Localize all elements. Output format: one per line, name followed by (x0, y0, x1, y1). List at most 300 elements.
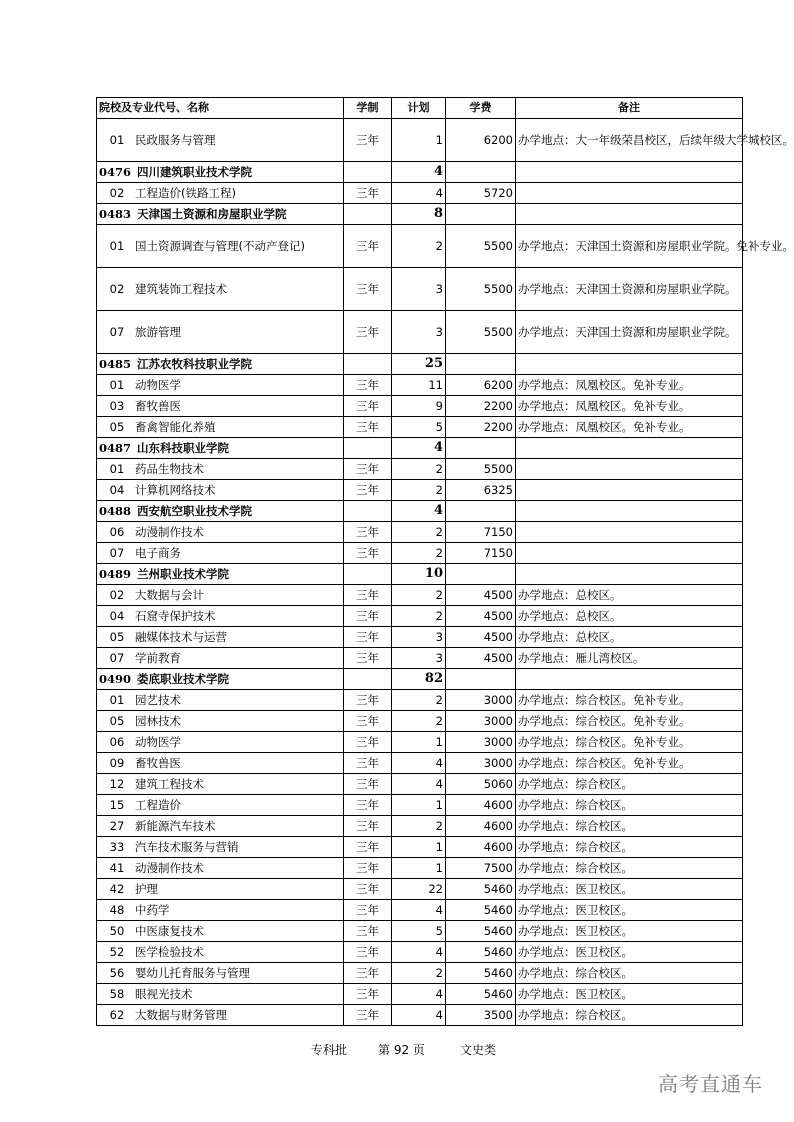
table-row (97, 627, 743, 648)
major-cell (97, 984, 344, 1005)
tuition-cell: 2200 (446, 396, 516, 417)
table-row (97, 837, 743, 858)
duration-cell: 三年 (344, 816, 392, 837)
institution-cell (97, 354, 344, 375)
note-cell: 办学地点：凤凰校区。免补专业。 (516, 375, 743, 396)
header-duration: 学制 (344, 98, 392, 119)
tuition-cell: 6200 (446, 375, 516, 396)
major-cell (97, 225, 344, 268)
plan-cell: 5 (392, 921, 446, 942)
major-cell (97, 417, 344, 438)
major-code: 50 (109, 924, 125, 938)
institution-name: 娄底职业技术学院 (137, 672, 230, 686)
footer-page: 第 92 页 (378, 1043, 425, 1057)
note-cell: 办学地点：综合校区。免补专业。 (516, 753, 743, 774)
duration-cell: 三年 (344, 690, 392, 711)
institution-name: 四川建筑职业技术学院 (137, 165, 253, 179)
plan-cell: 3 (392, 311, 446, 354)
plan-cell: 2 (392, 459, 446, 480)
major-code: 52 (109, 945, 125, 959)
institution-row (97, 438, 743, 459)
plan-cell: 2 (392, 816, 446, 837)
table-row (97, 480, 743, 501)
note-cell (516, 204, 743, 225)
major-cell (97, 459, 344, 480)
duration-cell: 三年 (344, 837, 392, 858)
table-row (97, 648, 743, 669)
major-code: 05 (109, 420, 125, 434)
footer-batch: 专科批 (311, 1043, 348, 1057)
major-code: 33 (109, 840, 125, 854)
major-name: 大数据与财务管理 (135, 1008, 227, 1022)
duration-cell (344, 354, 392, 375)
duration-cell (344, 438, 392, 459)
major-cell (97, 396, 344, 417)
note-cell: 办学地点：综合校区。免补专业。 (516, 690, 743, 711)
tuition-cell (446, 501, 516, 522)
note-cell: 办学地点：综合校区。 (516, 837, 743, 858)
note-cell (516, 183, 743, 204)
table-row (97, 375, 743, 396)
table-row (97, 921, 743, 942)
major-name: 动物医学 (135, 378, 181, 392)
table-row (97, 543, 743, 564)
major-cell (97, 774, 344, 795)
tuition-cell (446, 564, 516, 585)
note-cell (516, 162, 743, 183)
note-cell (516, 459, 743, 480)
tuition-cell: 5500 (446, 311, 516, 354)
duration-cell: 三年 (344, 396, 392, 417)
duration-cell: 三年 (344, 585, 392, 606)
institution-plan: 8 (392, 204, 446, 225)
major-name: 融媒体技术与运营 (135, 630, 227, 644)
duration-cell: 三年 (344, 984, 392, 1005)
tuition-cell: 4600 (446, 837, 516, 858)
duration-cell: 三年 (344, 879, 392, 900)
note-cell (516, 480, 743, 501)
major-code: 01 (109, 462, 125, 476)
major-cell (97, 543, 344, 564)
header-remarks: 备注 (516, 98, 743, 119)
major-code: 04 (109, 483, 125, 497)
duration-cell: 三年 (344, 795, 392, 816)
major-cell (97, 753, 344, 774)
plan-cell: 2 (392, 585, 446, 606)
major-code: 56 (109, 966, 125, 980)
note-cell: 办学地点：天津国土资源和房屋职业学院。 (516, 311, 743, 354)
tuition-cell: 6325 (446, 480, 516, 501)
major-code: 09 (109, 756, 125, 770)
major-code: 05 (109, 714, 125, 728)
header-name: 院校及专业代号、名称 (97, 98, 344, 119)
institution-plan: 25 (392, 354, 446, 375)
major-cell (97, 732, 344, 753)
major-cell (97, 942, 344, 963)
major-code: 01 (109, 133, 125, 147)
tuition-cell (446, 669, 516, 690)
major-name: 动物医学 (135, 735, 181, 749)
table-row (97, 753, 743, 774)
institution-code: 0483 (99, 207, 132, 221)
major-cell (97, 858, 344, 879)
tuition-cell: 7500 (446, 858, 516, 879)
note-cell: 办学地点：总校区。 (516, 627, 743, 648)
major-name: 民政服务与管理 (135, 133, 216, 147)
table-row (97, 1005, 743, 1026)
table-header-row (97, 98, 743, 119)
plan-cell: 4 (392, 900, 446, 921)
table-row (97, 225, 743, 268)
note-cell: 办学地点：总校区。 (516, 606, 743, 627)
tuition-cell: 5460 (446, 879, 516, 900)
major-code: 41 (109, 861, 125, 875)
major-code: 04 (109, 609, 125, 623)
major-name: 计算机网络技术 (135, 483, 216, 497)
table-row (97, 417, 743, 438)
duration-cell (344, 501, 392, 522)
major-cell (97, 375, 344, 396)
major-cell (97, 837, 344, 858)
major-code: 02 (109, 186, 125, 200)
duration-cell: 三年 (344, 543, 392, 564)
major-code: 48 (109, 903, 125, 917)
table-row (97, 585, 743, 606)
tuition-cell: 3000 (446, 753, 516, 774)
duration-cell: 三年 (344, 225, 392, 268)
tuition-cell (446, 204, 516, 225)
tuition-cell: 4500 (446, 627, 516, 648)
note-cell: 办学地点：综合校区。 (516, 795, 743, 816)
major-cell (97, 606, 344, 627)
major-name: 动漫制作技术 (135, 861, 204, 875)
major-name: 园艺技术 (135, 693, 181, 707)
major-cell (97, 711, 344, 732)
plan-cell: 22 (392, 879, 446, 900)
major-code: 06 (109, 525, 125, 539)
major-name: 国土资源调查与管理(不动产登记) (135, 239, 305, 253)
watermark: 高考直通车 (658, 1072, 763, 1096)
note-cell (516, 522, 743, 543)
note-cell (516, 669, 743, 690)
table-body (97, 119, 794, 1026)
table-row (97, 606, 743, 627)
table-row (97, 942, 743, 963)
institution-row (97, 354, 743, 375)
major-name: 新能源汽车技术 (135, 819, 216, 833)
duration-cell: 三年 (344, 858, 392, 879)
major-cell (97, 119, 344, 162)
plan-cell: 2 (392, 225, 446, 268)
plan-cell: 2 (392, 522, 446, 543)
major-code: 12 (109, 777, 125, 791)
tuition-cell (446, 162, 516, 183)
major-cell (97, 268, 344, 311)
note-cell: 办学地点：综合校区。 (516, 1005, 743, 1026)
institution-cell (97, 501, 344, 522)
major-cell (97, 900, 344, 921)
table-row (97, 119, 743, 162)
duration-cell (344, 669, 392, 690)
plan-cell: 2 (392, 690, 446, 711)
header-tuition: 学费 (446, 98, 516, 119)
table-row (97, 816, 743, 837)
table-row (97, 879, 743, 900)
duration-cell: 三年 (344, 648, 392, 669)
plan-cell: 2 (392, 543, 446, 564)
tuition-cell: 7150 (446, 522, 516, 543)
table-row (97, 522, 743, 543)
note-cell (516, 564, 743, 585)
major-name: 动漫制作技术 (135, 525, 204, 539)
plan-cell: 2 (392, 606, 446, 627)
note-cell: 办学地点：医卫校区。 (516, 921, 743, 942)
institution-plan: 10 (392, 564, 446, 585)
major-cell (97, 522, 344, 543)
tuition-cell: 3000 (446, 732, 516, 753)
duration-cell: 三年 (344, 119, 392, 162)
note-cell: 办学地点：医卫校区。 (516, 984, 743, 1005)
table-row (97, 774, 743, 795)
major-code: 15 (109, 798, 125, 812)
footer-category: 文史类 (460, 1043, 497, 1057)
major-code: 01 (109, 693, 125, 707)
institution-cell (97, 669, 344, 690)
major-name: 石窟寺保护技术 (135, 609, 216, 623)
plan-cell: 2 (392, 711, 446, 732)
table-row (97, 795, 743, 816)
duration-cell: 三年 (344, 711, 392, 732)
major-cell (97, 963, 344, 984)
tuition-cell: 5720 (446, 183, 516, 204)
major-name: 畜牧兽医 (135, 399, 181, 413)
institution-cell (97, 564, 344, 585)
table-row (97, 900, 743, 921)
plan-cell: 9 (392, 396, 446, 417)
major-code: 02 (109, 588, 125, 602)
institution-row (97, 204, 743, 225)
major-name: 旅游管理 (135, 325, 181, 339)
major-cell (97, 795, 344, 816)
plan-cell: 5 (392, 417, 446, 438)
tuition-cell: 4600 (446, 795, 516, 816)
institution-plan: 82 (392, 669, 446, 690)
tuition-cell: 5060 (446, 774, 516, 795)
note-cell: 办学地点：总校区。 (516, 585, 743, 606)
plan-cell: 4 (392, 942, 446, 963)
note-cell: 办学地点：综合校区。 (516, 816, 743, 837)
major-name: 护理 (135, 882, 158, 896)
tuition-cell: 5460 (446, 921, 516, 942)
tuition-cell: 5500 (446, 268, 516, 311)
plan-cell: 1 (392, 795, 446, 816)
duration-cell: 三年 (344, 417, 392, 438)
plan-cell: 1 (392, 858, 446, 879)
tuition-cell: 7150 (446, 543, 516, 564)
note-cell (516, 543, 743, 564)
major-name: 工程造价(铁路工程) (135, 186, 236, 200)
tuition-cell: 3000 (446, 711, 516, 732)
duration-cell: 三年 (344, 183, 392, 204)
table-row (97, 396, 743, 417)
major-code: 07 (109, 325, 125, 339)
plan-cell: 1 (392, 837, 446, 858)
note-cell: 办学地点：医卫校区。 (516, 942, 743, 963)
duration-cell: 三年 (344, 774, 392, 795)
major-name: 园林技术 (135, 714, 181, 728)
institution-code: 0485 (99, 357, 132, 371)
tuition-cell: 4500 (446, 585, 516, 606)
institution-row (97, 669, 743, 690)
tuition-cell (446, 354, 516, 375)
note-cell: 办学地点：雁儿湾校区。 (516, 648, 743, 669)
duration-cell (344, 162, 392, 183)
major-code: 07 (109, 651, 125, 665)
note-cell: 办学地点：天津国土资源和房屋职业学院。 (516, 268, 743, 311)
duration-cell: 三年 (344, 963, 392, 984)
major-name: 中医康复技术 (135, 924, 204, 938)
major-name: 学前教育 (135, 651, 181, 665)
major-code: 58 (109, 987, 125, 1001)
table-row (97, 711, 743, 732)
major-code: 42 (109, 882, 125, 896)
duration-cell: 三年 (344, 732, 392, 753)
plan-cell: 4 (392, 774, 446, 795)
institution-row (97, 162, 743, 183)
major-name: 建筑装饰工程技术 (135, 282, 227, 296)
tuition-cell: 5500 (446, 459, 516, 480)
note-cell (516, 438, 743, 459)
major-cell (97, 879, 344, 900)
plan-cell: 2 (392, 963, 446, 984)
institution-code: 0489 (99, 567, 132, 581)
major-code: 01 (109, 239, 125, 253)
tuition-cell: 5460 (446, 984, 516, 1005)
tuition-cell: 3000 (446, 690, 516, 711)
institution-name: 山东科技职业学院 (137, 441, 230, 455)
note-cell: 办学地点：医卫校区。 (516, 879, 743, 900)
major-code: 02 (109, 282, 125, 296)
institution-name: 兰州职业技术学院 (137, 567, 230, 581)
institution-name: 天津国土资源和房屋职业学院 (137, 207, 287, 221)
major-name: 中药学 (135, 903, 170, 917)
major-cell (97, 585, 344, 606)
tuition-cell: 3500 (446, 1005, 516, 1026)
major-code: 03 (109, 399, 125, 413)
table-row (97, 963, 743, 984)
duration-cell: 三年 (344, 311, 392, 354)
duration-cell: 三年 (344, 942, 392, 963)
duration-cell: 三年 (344, 480, 392, 501)
major-code: 07 (109, 546, 125, 560)
table-row (97, 183, 743, 204)
institution-row (97, 564, 743, 585)
note-cell: 办学地点：凤凰校区。免补专业。 (516, 417, 743, 438)
major-cell (97, 648, 344, 669)
duration-cell: 三年 (344, 900, 392, 921)
major-cell (97, 690, 344, 711)
tuition-cell: 4500 (446, 648, 516, 669)
plan-cell: 3 (392, 268, 446, 311)
institution-cell (97, 438, 344, 459)
tuition-cell: 4500 (446, 606, 516, 627)
major-name: 药品生物技术 (135, 462, 204, 476)
institution-cell (97, 162, 344, 183)
institution-row (97, 501, 743, 522)
plan-cell: 4 (392, 753, 446, 774)
note-cell: 办学地点：天津国土资源和房屋职业学院。免补专业。 (516, 225, 743, 268)
major-name: 婴幼儿托育服务与管理 (135, 966, 250, 980)
header-plan: 计划 (392, 98, 446, 119)
plan-cell: 1 (392, 119, 446, 162)
plan-cell: 3 (392, 648, 446, 669)
major-name: 建筑工程技术 (135, 777, 204, 791)
table-row (97, 268, 743, 311)
plan-cell: 2 (392, 480, 446, 501)
duration-cell (344, 564, 392, 585)
table-row (97, 732, 743, 753)
major-code: 05 (109, 630, 125, 644)
institution-plan: 4 (392, 501, 446, 522)
major-name: 工程造价 (135, 798, 181, 812)
institution-plan: 4 (392, 162, 446, 183)
institution-cell (97, 204, 344, 225)
note-cell: 办学地点：大一年级荣昌校区，后续年级大学城校区。 (516, 119, 743, 162)
table-row (97, 984, 743, 1005)
tuition-cell (446, 438, 516, 459)
duration-cell: 三年 (344, 268, 392, 311)
tuition-cell: 2200 (446, 417, 516, 438)
duration-cell: 三年 (344, 921, 392, 942)
institution-name: 江苏农牧科技职业学院 (137, 357, 253, 371)
duration-cell: 三年 (344, 459, 392, 480)
tuition-cell: 5460 (446, 900, 516, 921)
note-cell: 办学地点：医卫校区。 (516, 900, 743, 921)
duration-cell: 三年 (344, 522, 392, 543)
table-row (97, 459, 743, 480)
major-cell (97, 921, 344, 942)
note-cell (516, 354, 743, 375)
major-cell (97, 480, 344, 501)
major-name: 汽车技术服务与营销 (135, 840, 239, 854)
plan-cell: 4 (392, 984, 446, 1005)
duration-cell: 三年 (344, 1005, 392, 1026)
duration-cell: 三年 (344, 375, 392, 396)
tuition-cell: 4600 (446, 816, 516, 837)
major-cell (97, 1005, 344, 1026)
note-cell: 办学地点：综合校区。 (516, 858, 743, 879)
plan-cell: 4 (392, 1005, 446, 1026)
major-cell (97, 311, 344, 354)
plan-cell: 11 (392, 375, 446, 396)
major-cell (97, 627, 344, 648)
note-cell: 办学地点：综合校区。免补专业。 (516, 711, 743, 732)
plan-cell: 4 (392, 183, 446, 204)
major-name: 畜牧兽医 (135, 756, 181, 770)
major-name: 眼视光技术 (135, 987, 193, 1001)
note-cell: 办学地点：综合校区。免补专业。 (516, 732, 743, 753)
table-row (97, 690, 743, 711)
major-name: 大数据与会计 (135, 588, 204, 602)
institution-code: 0488 (99, 504, 132, 518)
duration-cell (344, 204, 392, 225)
major-code: 06 (109, 735, 125, 749)
major-name: 畜禽智能化养殖 (135, 420, 216, 434)
plan-cell: 3 (392, 627, 446, 648)
enrollment-table (96, 97, 794, 1026)
major-cell (97, 183, 344, 204)
duration-cell: 三年 (344, 627, 392, 648)
